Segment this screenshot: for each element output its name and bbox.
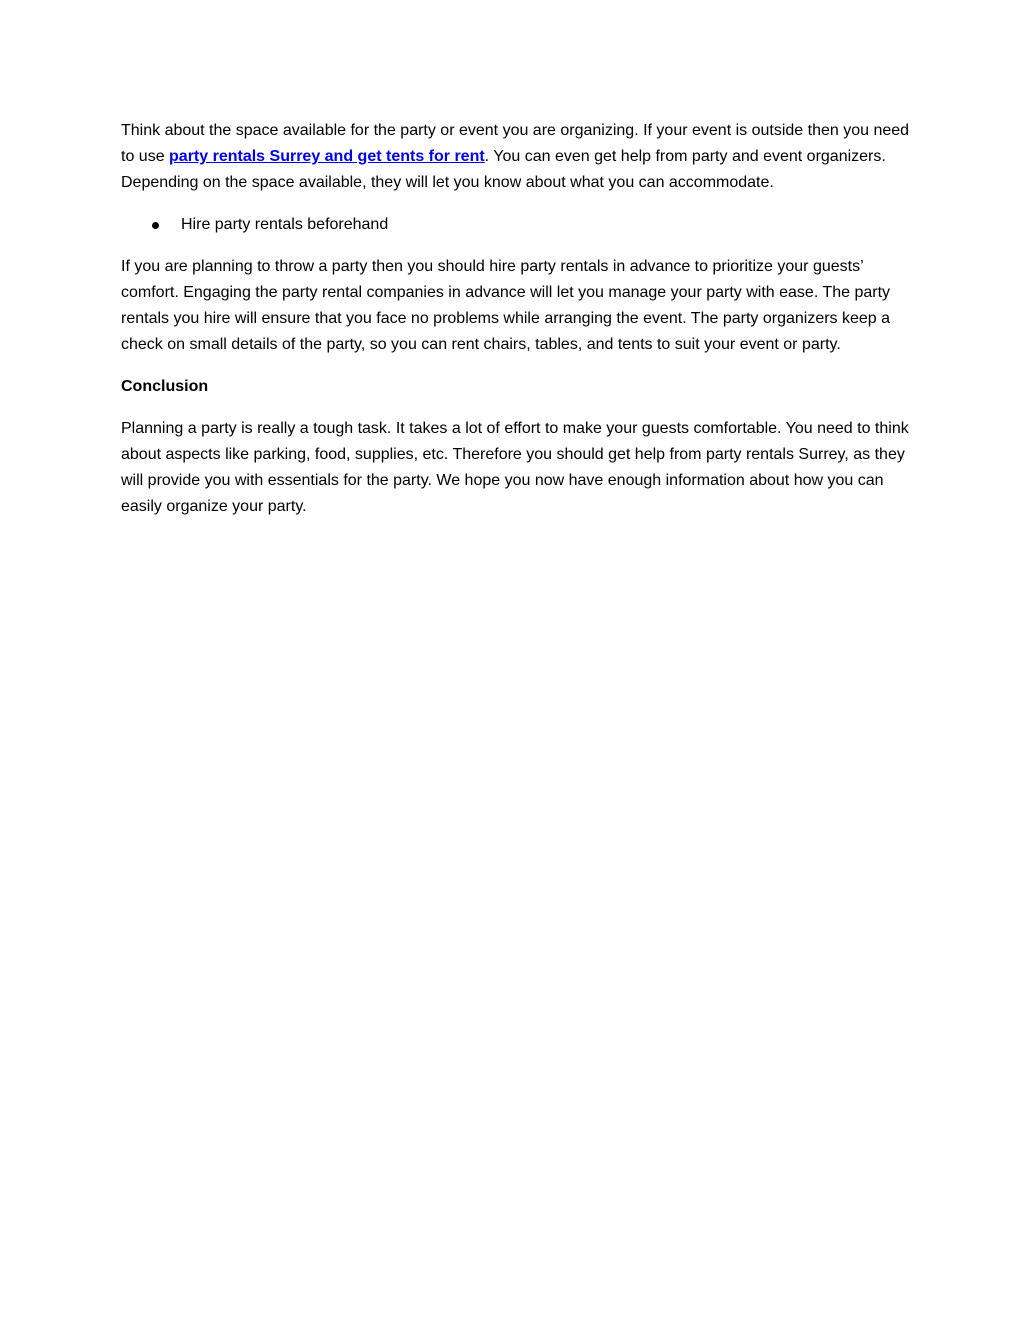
bullet-list xyxy=(121,212,911,238)
paragraph-space xyxy=(121,118,911,196)
conclusion-heading: Conclusion xyxy=(121,378,209,395)
paragraph-conclusion: Planning a party is really a tough task. It takes a lot of effort to make your guests comfortable. You need to think about aspects like parking, food, supplies, etc. Therefore you should get help from party rentals Surrey, as they will provide you with essentials for the party. We hope you now have enough information about how you can easily organize your party. xyxy=(121,420,909,515)
bullet-icon xyxy=(152,222,159,229)
paragraph-hire-in-advance: If you are planning to throw a party then you should hire party rentals in advance to prioritize your guests’ comfort. Engaging the party rental companies in advance will let you manage your party with ease. The party rentals you hire will ensure that you face no problems while arranging the event. The party organizers keep a check on small details of the party, so you can rent chairs, tables, and tents to suit your event or party. xyxy=(121,258,891,353)
document-body xyxy=(121,118,911,536)
paragraph-space-text-start: Think about the space available for the party or event you are organizing. If your event is outside then you need to use xyxy=(121,122,910,165)
list-item-text: Hire party rentals beforehand xyxy=(181,216,389,233)
list-item xyxy=(121,212,911,238)
paragraph-space-text-end: . You can even get help from party and event organizers. Depending on the space available, they will let you know about what you can accommodate. xyxy=(121,148,886,191)
party-rentals-link[interactable]: party rentals Surrey and get tents for rent xyxy=(169,148,485,165)
